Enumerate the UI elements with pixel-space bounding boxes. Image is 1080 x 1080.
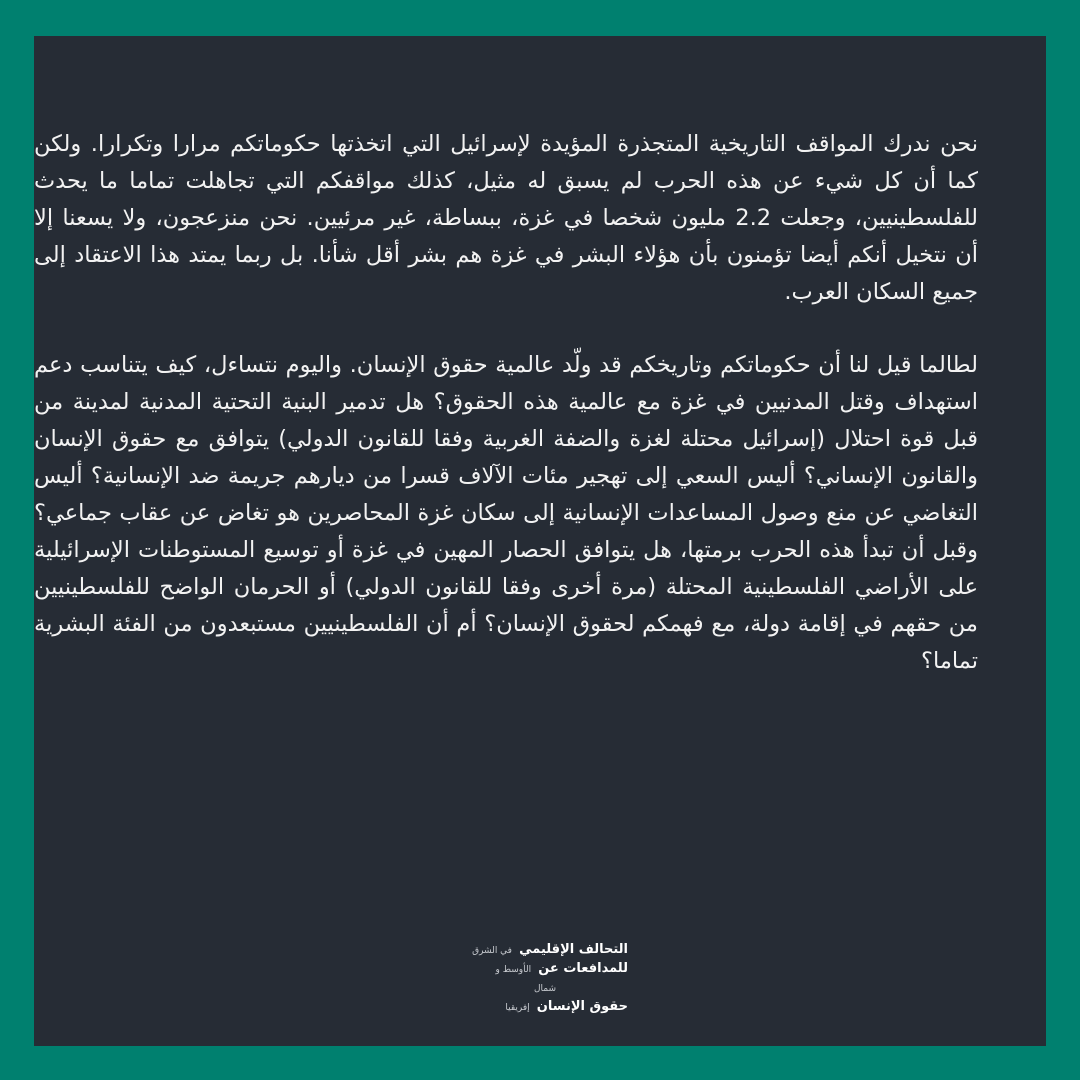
logo-line-4 <box>472 997 628 1016</box>
organization-logo <box>472 940 628 1016</box>
logo-line-1 <box>472 940 628 959</box>
logo-line-3 <box>472 978 628 997</box>
logo-main-text-4: حقوق الإنسان <box>536 999 628 1014</box>
logo-sub-text-3: شمال <box>533 984 556 994</box>
paragraph-1: نحن ندرك المواقف التاريخية المتجذرة المؤيدة لإسرائيل التي اتخذتها حكوماتكم مرارا وتكرارا. ولكن كما أن كل شيء عن هذه الحرب لم يسبق له مثيل، كذلك مواقفكم التي تجاهلت تماما ما يحدث للفلسطينيين، وجعلت 2.2 مليون شخصا في غزة، ببساطة، غير مرئيين. نحن منزعجون، ولا يسعنا إلا أن نتخيل أنكم أيضا تؤمنون بأن هؤلاء البشر في غزة هم بشر أقل شأنا. بل ربما يمتد هذا الاعتقاد إلى جميع السكان العرب. <box>34 131 978 305</box>
logo-sub-text-2: الأوسط و <box>495 965 532 975</box>
logo-line-2 <box>472 959 628 978</box>
logo-sub-text-4: إفريقيا <box>505 1003 530 1013</box>
paragraph-2: لطالما قيل لنا أن حكوماتكم وتاريخكم قد ولّد عالمية حقوق الإنسان. واليوم نتساءل، كيف يتناسب دعم استهداف وقتل المدنيين في غزة مع عالمية هذه الحقوق؟ هل تدمير البنية التحتية المدنية لمدينة من قبل قوة احتلال (إسرائيل محتلة لغزة والضفة الغربية وفقا للقانون الدولي) يتوافق مع حقوق الإنسان والقانون الإنساني؟ أليس السعي إلى تهجير مئات الآلاف قسرا من ديارهم جريمة ضد الإنسانية؟ أليس التغاضي عن منع وصول المساعدات الإنسانية إلى سكان غزة المحاصرين هو تغاض عن عقاب جماعي؟ وقبل أن تبدأ هذه الحرب برمتها، هل يتوافق الحصار المهين في غزة أو توسيع المستوطنات الإسرائيلية على الأراضي الفلسطينية المحتلة (مرة أخرى وفقا للقانون الدولي) أو الحرمان الواضح للفلسطينيين من حقهم في إقامة دولة، مع فهمكم لحقوق الإنسان؟ أم أن الفلسطينيين مستبعدون من الفئة البشرية تماما؟ <box>34 352 978 674</box>
logo-sub-text-1: في الشرق <box>472 946 512 956</box>
letter-body <box>34 126 978 680</box>
logo-main-text-1: التحالف الإقليمي <box>519 942 628 957</box>
logo-main-text-2: للمدافعات عن <box>538 961 628 976</box>
